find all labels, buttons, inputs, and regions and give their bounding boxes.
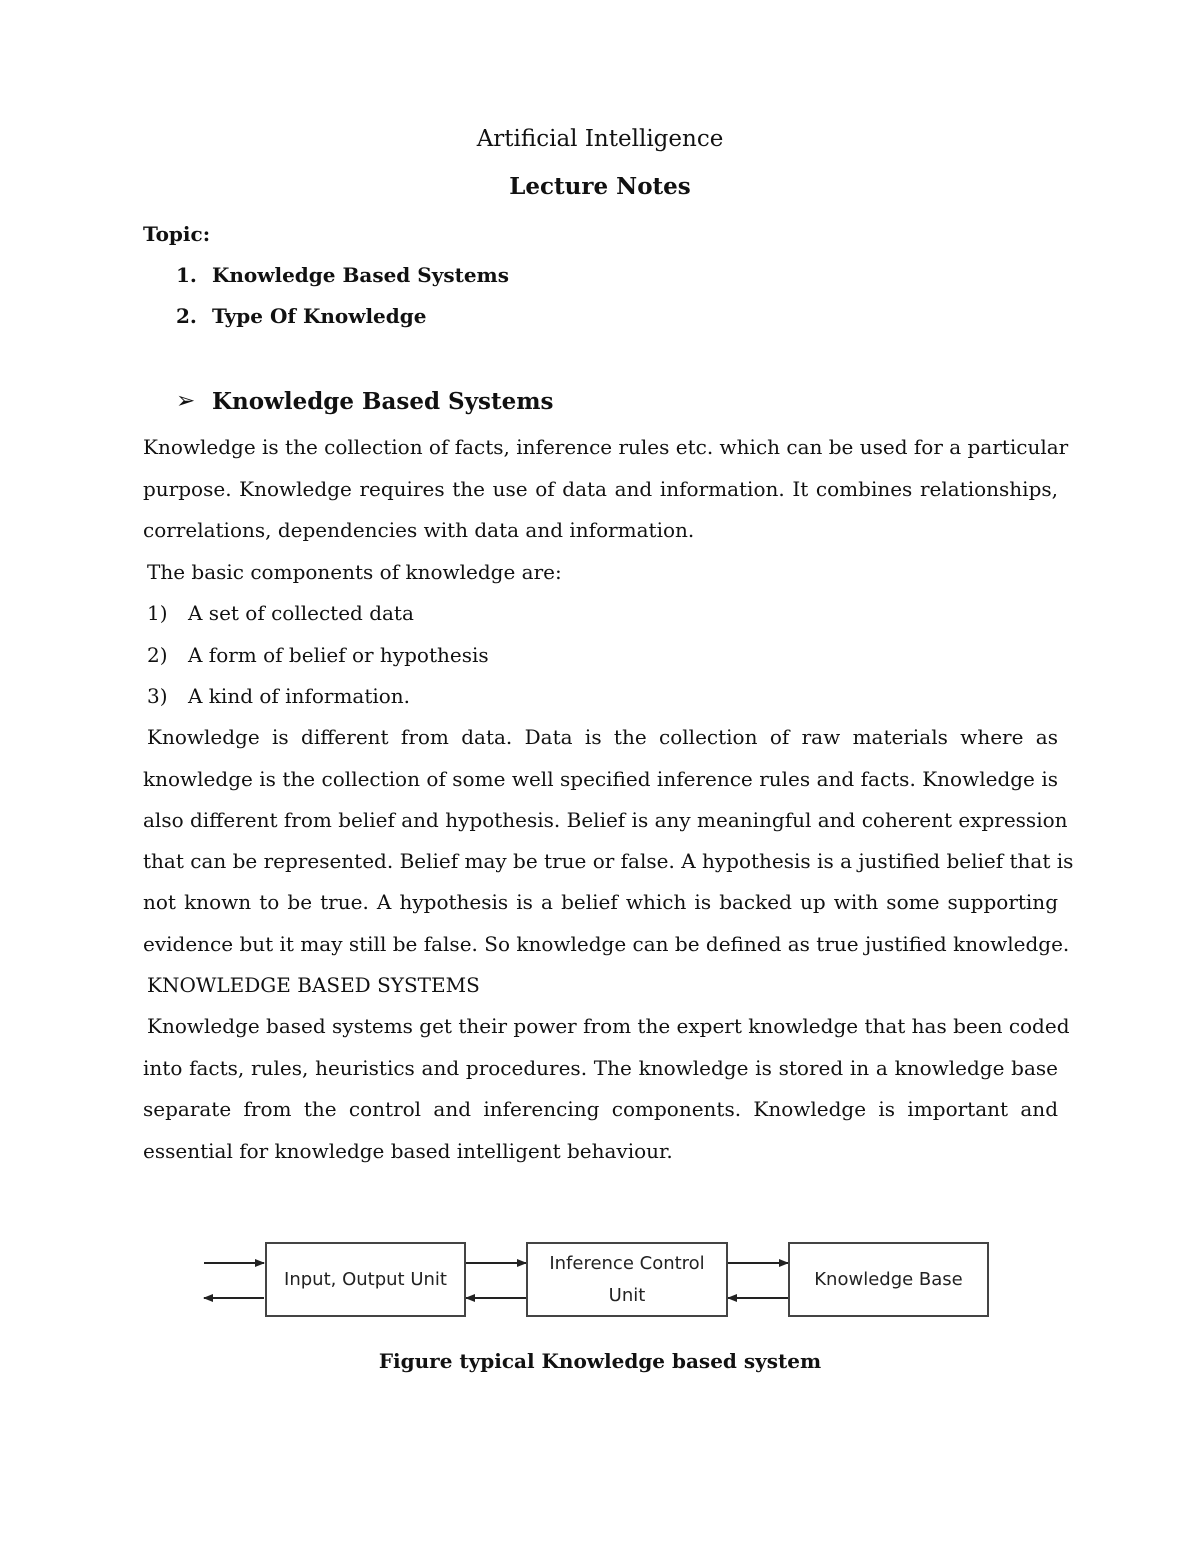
topic-label: Topic:: [143, 222, 211, 246]
paragraph-line: knowledge is the collection of some well specified inference rules and facts. Knowledge is: [143, 767, 1058, 791]
paragraph-line: evidence but it may still be false. So knowledge can be defined as true justified knowledge.: [143, 932, 1070, 956]
components-intro: The basic components of knowledge are:: [147, 560, 562, 584]
topic-number-1: 1.: [176, 263, 197, 287]
component-number-3: 3): [147, 684, 168, 708]
paragraph-line: Knowledge is the collection of facts, inference rules etc. which can be used for a particular: [143, 435, 1069, 459]
topic-item-2: Type Of Knowledge: [212, 304, 427, 328]
document-title: Artificial Intelligence: [476, 126, 724, 152]
paragraph-line: into facts, rules, heuristics and procedures. The knowledge is stored in a knowledge base: [143, 1056, 1058, 1080]
component-item-3: A kind of information.: [188, 684, 411, 708]
knowledge-base-label: Knowledge Base: [814, 1268, 963, 1290]
inference-control-label-line1: Inference Control: [549, 1252, 705, 1274]
paragraph-line: correlations, dependencies with data and information.: [143, 518, 695, 542]
component-item-2: A form of belief or hypothesis: [188, 643, 489, 667]
input-output-unit-label: Input, Output Unit: [284, 1268, 447, 1290]
component-item-1: A set of collected data: [188, 601, 414, 625]
arrow-bullet-icon: ➢: [176, 388, 196, 414]
paragraph-line: purpose. Knowledge requires the use of data and information. It combines relationships,: [143, 477, 1058, 501]
input-output-unit-box: [265, 1242, 466, 1317]
paragraph-line: that can be represented. Belief may be true or false. A hypothesis is a justified belief that is: [143, 849, 1074, 873]
inference-control-unit-box: [526, 1242, 728, 1317]
section-heading: Knowledge Based Systems: [212, 388, 554, 415]
knowledge-base-box: [788, 1242, 989, 1317]
topic-number-2: 2.: [176, 304, 197, 328]
paragraph-line: essential for knowledge based intelligent behaviour.: [143, 1139, 673, 1163]
paragraph-line: also different from belief and hypothesis. Belief is any meaningful and coherent expression: [143, 808, 1068, 832]
kbs-heading: KNOWLEDGE BASED SYSTEMS: [147, 973, 480, 997]
component-number-2: 2): [147, 643, 168, 667]
paragraph-line: Knowledge is different from data. Data is the collection of raw materials where as: [147, 725, 1058, 749]
paragraph-line: not known to be true. A hypothesis is a belief which is backed up with some supporting: [143, 890, 1058, 914]
paragraph-line: separate from the control and inferencing components. Knowledge is important and: [143, 1097, 1058, 1121]
inference-control-label-line2: Unit: [608, 1284, 646, 1306]
figure-caption: Figure typical Knowledge based system: [378, 1349, 822, 1373]
paragraph-line: Knowledge based systems get their power from the expert knowledge that has been coded: [147, 1014, 1070, 1038]
topic-item-1: Knowledge Based Systems: [212, 263, 509, 287]
document-subtitle: Lecture Notes: [509, 173, 691, 200]
component-number-1: 1): [147, 601, 168, 625]
